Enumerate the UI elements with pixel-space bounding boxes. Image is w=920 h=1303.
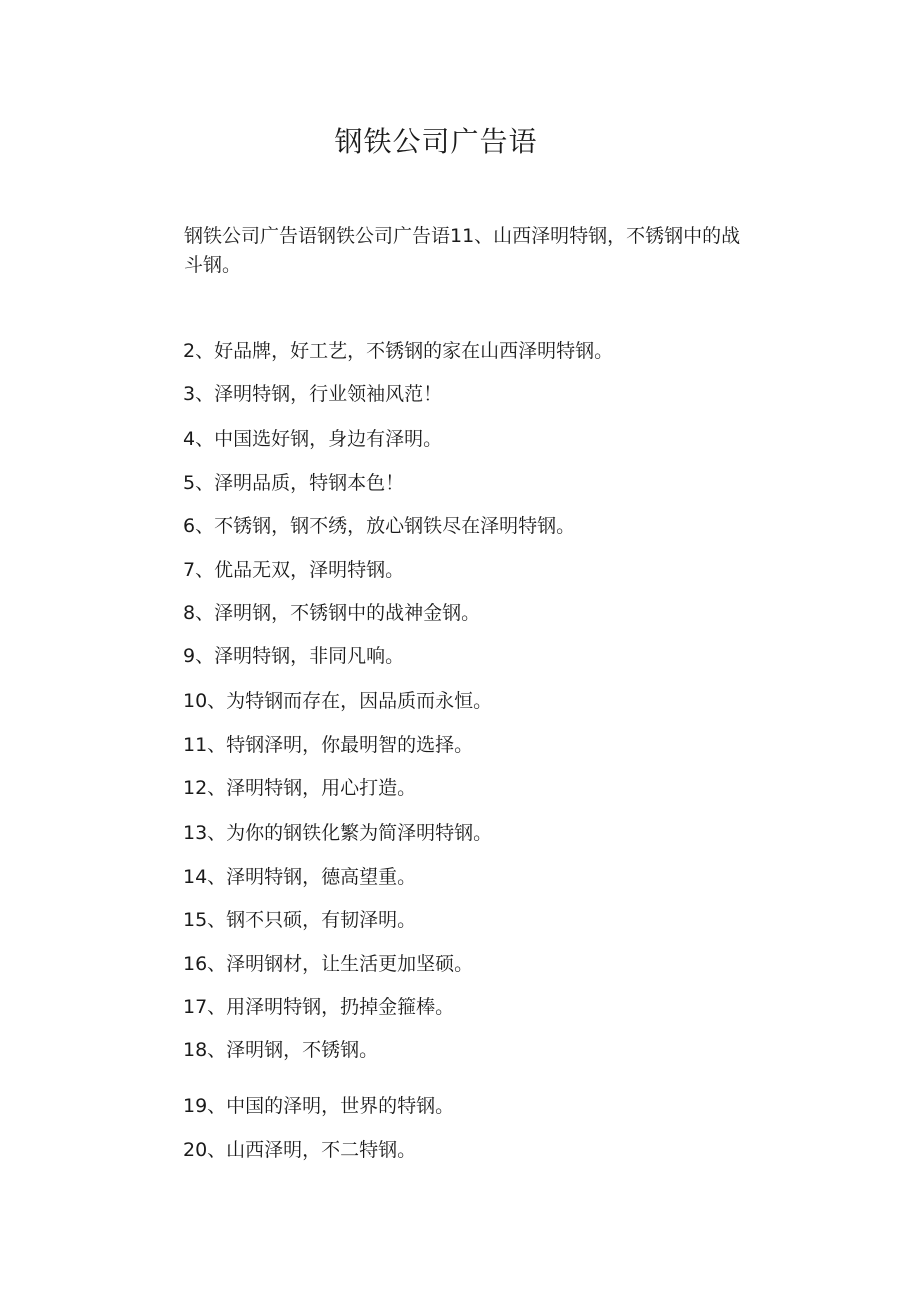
- slogan-item-19: 19、中国的泽明，世界的特钢。: [183, 1095, 455, 1117]
- intro-paragraph: 钢铁公司广告语钢铁公司广告语11、山西泽明特钢，不锈钢中的战斗钢。: [184, 225, 741, 276]
- slogan-item-14: 14、泽明特钢，德高望重。: [183, 866, 417, 888]
- slogan-item-4: 4、中国选好钢，身边有泽明。: [183, 428, 443, 450]
- slogan-item-2: 2、好品牌，好工艺，不锈钢的家在山西泽明特钢。: [183, 340, 614, 362]
- slogan-item-6: 6、不锈钢，钢不绣，放心钢铁尽在泽明特钢。: [183, 515, 576, 537]
- slogan-item-20: 20、山西泽明，不二特钢。: [183, 1139, 417, 1161]
- document-title: 钢铁公司广告语: [334, 125, 538, 158]
- slogan-item-12: 12、泽明特钢，用心打造。: [183, 777, 417, 799]
- slogan-item-7: 7、优品无双，泽明特钢。: [183, 559, 405, 581]
- slogan-item-13: 13、为你的钢铁化繁为简泽明特钢。: [183, 822, 493, 844]
- slogan-item-10: 10、为特钢而存在，因品质而永恒。: [183, 690, 493, 712]
- slogan-item-11: 11、特钢泽明，你最明智的选择。: [183, 734, 474, 756]
- slogan-item-16: 16、泽明钢材，让生活更加坚硕。: [183, 953, 474, 975]
- slogan-item-8: 8、泽明钢，不锈钢中的战神金钢。: [183, 602, 481, 624]
- slogan-item-3: 3、泽明特钢，行业领袖风范！: [183, 383, 443, 405]
- slogan-item-9: 9、泽明特钢，非同凡响。: [183, 645, 405, 667]
- slogan-item-5: 5、泽明品质，特钢本色！: [183, 472, 405, 494]
- slogan-item-18: 18、泽明钢，不锈钢。: [183, 1039, 379, 1061]
- slogan-item-17: 17、用泽明特钢，扔掉金箍棒。: [183, 996, 455, 1018]
- slogan-item-15: 15、钢不只硕，有韧泽明。: [183, 909, 417, 931]
